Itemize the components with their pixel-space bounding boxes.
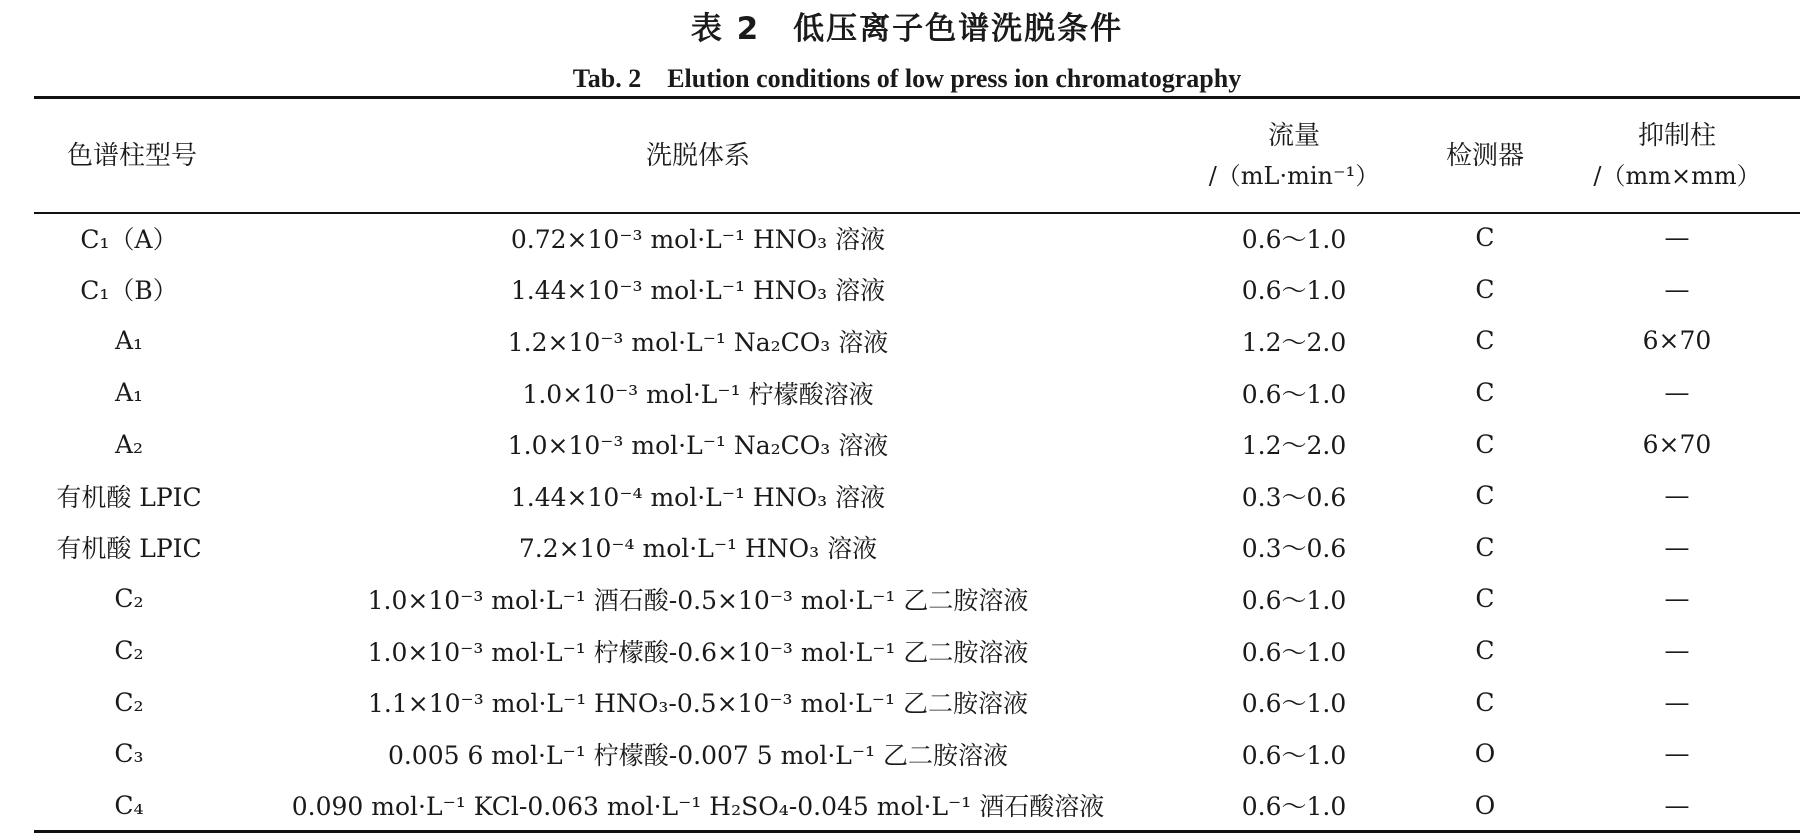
cell-column: C₄ (114, 790, 144, 820)
header-flow (1172, 99, 1416, 212)
cell-detector: C (1475, 532, 1495, 562)
cell-column: C₃ (114, 739, 144, 769)
cell-column: A₁ (114, 378, 144, 408)
cell-detector: C (1475, 481, 1495, 511)
cell-flow: 0.3～0.6 (1241, 482, 1347, 512)
cell-flow: 0.6～1.0 (1241, 379, 1347, 409)
cell-flow: 0.6～1.0 (1241, 224, 1347, 254)
table-row (34, 676, 1800, 728)
table-title-english: Tab. 2 Elution conditions of low press ion chromatography (572, 64, 1242, 93)
cell-eluent: 0.72×10⁻³ mol·L⁻¹ HNO₃ 溶液 (510, 224, 886, 254)
cell-flow: 1.2～2.0 (1241, 431, 1347, 461)
header-row (34, 99, 1800, 212)
cell-suppressor: — (1664, 274, 1690, 304)
cell-eluent: 1.1×10⁻³ mol·L⁻¹ HNO₃-0.5×10⁻³ mol·L⁻¹ 乙二胺溶液 (368, 689, 1028, 719)
cell-column: 有机酸 LPIC (56, 482, 202, 512)
cell-flow: 1.2～2.0 (1241, 327, 1347, 357)
table-row (34, 780, 1800, 832)
cell-detector: C (1475, 687, 1495, 717)
cell-flow: 0.6～1.0 (1241, 689, 1347, 719)
cell-detector: C (1475, 429, 1495, 459)
cell-detector: C (1475, 636, 1495, 666)
cell-flow: 0.6～1.0 (1241, 585, 1347, 615)
elution-conditions-table (34, 99, 1800, 831)
cell-eluent: 1.0×10⁻³ mol·L⁻¹ 柠檬酸-0.6×10⁻³ mol·L⁻¹ 乙二胺溶液 (367, 637, 1029, 667)
cell-detector: O (1474, 739, 1496, 769)
cell-eluent: 1.0×10⁻³ mol·L⁻¹ 酒石酸-0.5×10⁻³ mol·L⁻¹ 乙二胺溶液 (367, 585, 1029, 615)
cell-eluent: 0.005 6 mol·L⁻¹ 柠檬酸-0.007 5 mol·L⁻¹ 乙二胺溶液 (387, 740, 1009, 770)
cell-detector: C (1475, 326, 1495, 356)
cell-column: 有机酸 LPIC (56, 534, 202, 564)
cell-suppressor: — (1664, 223, 1690, 253)
table-title-chinese: 表 2 低压离子色谱洗脱条件 (690, 11, 1124, 47)
table-row (34, 367, 1800, 419)
cell-column: C₁（A） (80, 224, 178, 254)
header-detector: 检测器 (1445, 140, 1524, 171)
header-suppressor-label: 抑制柱 (1637, 120, 1716, 151)
cell-eluent: 1.44×10⁻⁴ mol·L⁻¹ HNO₃ 溶液 (510, 482, 886, 512)
header-flow-label: 流量 (1267, 120, 1320, 151)
header-flow-unit: /（mL·min⁻¹） (1208, 161, 1380, 190)
cell-flow: 0.3～0.6 (1241, 534, 1347, 564)
table-row (34, 315, 1800, 367)
cell-column: C₁（B） (80, 276, 178, 306)
cell-suppressor: — (1664, 378, 1690, 408)
cell-column: A₁ (114, 326, 144, 356)
header-suppressor (1554, 99, 1800, 212)
table-row (34, 418, 1800, 470)
header-column-model: 色谱柱型号 (67, 140, 198, 171)
cell-eluent: 1.2×10⁻³ mol·L⁻¹ Na₂CO₃ 溶液 (507, 327, 889, 357)
cell-flow: 0.6～1.0 (1241, 637, 1347, 667)
table-row (34, 264, 1800, 316)
table-row (34, 212, 1800, 264)
cell-suppressor: — (1664, 687, 1690, 717)
cell-suppressor: — (1664, 584, 1690, 614)
cell-detector: C (1475, 584, 1495, 614)
cell-suppressor: — (1664, 532, 1690, 562)
cell-eluent: 7.2×10⁻⁴ mol·L⁻¹ HNO₃ 溶液 (518, 534, 878, 564)
cell-flow: 0.6～1.0 (1241, 740, 1347, 770)
header-suppressor-unit: /（mm×mm） (1593, 161, 1761, 190)
table-row (34, 573, 1800, 625)
cell-eluent: 1.0×10⁻³ mol·L⁻¹ 柠檬酸溶液 (522, 379, 874, 409)
cell-column: C₂ (114, 636, 144, 666)
cell-flow: 0.6～1.0 (1241, 792, 1347, 822)
table-row (34, 522, 1800, 574)
cell-detector: C (1475, 378, 1495, 408)
cell-column: C₂ (114, 687, 144, 717)
cell-eluent: 1.44×10⁻³ mol·L⁻¹ HNO₃ 溶液 (510, 276, 886, 306)
cell-suppressor: 6×70 (1642, 429, 1712, 459)
cell-suppressor: 6×70 (1642, 326, 1712, 356)
cell-suppressor: — (1664, 636, 1690, 666)
cell-detector: C (1475, 223, 1495, 253)
cell-suppressor: — (1664, 481, 1690, 511)
cell-eluent: 1.0×10⁻³ mol·L⁻¹ Na₂CO₃ 溶液 (507, 431, 889, 461)
cell-detector: C (1475, 274, 1495, 304)
cell-column: A₂ (114, 429, 144, 459)
table-row (34, 728, 1800, 780)
header-eluent: 洗脱体系 (645, 140, 750, 171)
cell-flow: 0.6～1.0 (1241, 276, 1347, 306)
table-row (34, 470, 1800, 522)
table-row (34, 625, 1800, 677)
cell-column: C₂ (114, 584, 144, 614)
cell-detector: O (1474, 790, 1496, 820)
cell-suppressor: — (1664, 790, 1690, 820)
cell-eluent: 0.090 mol·L⁻¹ KCl-0.063 mol·L⁻¹ H₂SO₄-0.045 mol·L⁻¹ 酒石酸溶液 (291, 792, 1105, 822)
cell-suppressor: — (1664, 739, 1690, 769)
